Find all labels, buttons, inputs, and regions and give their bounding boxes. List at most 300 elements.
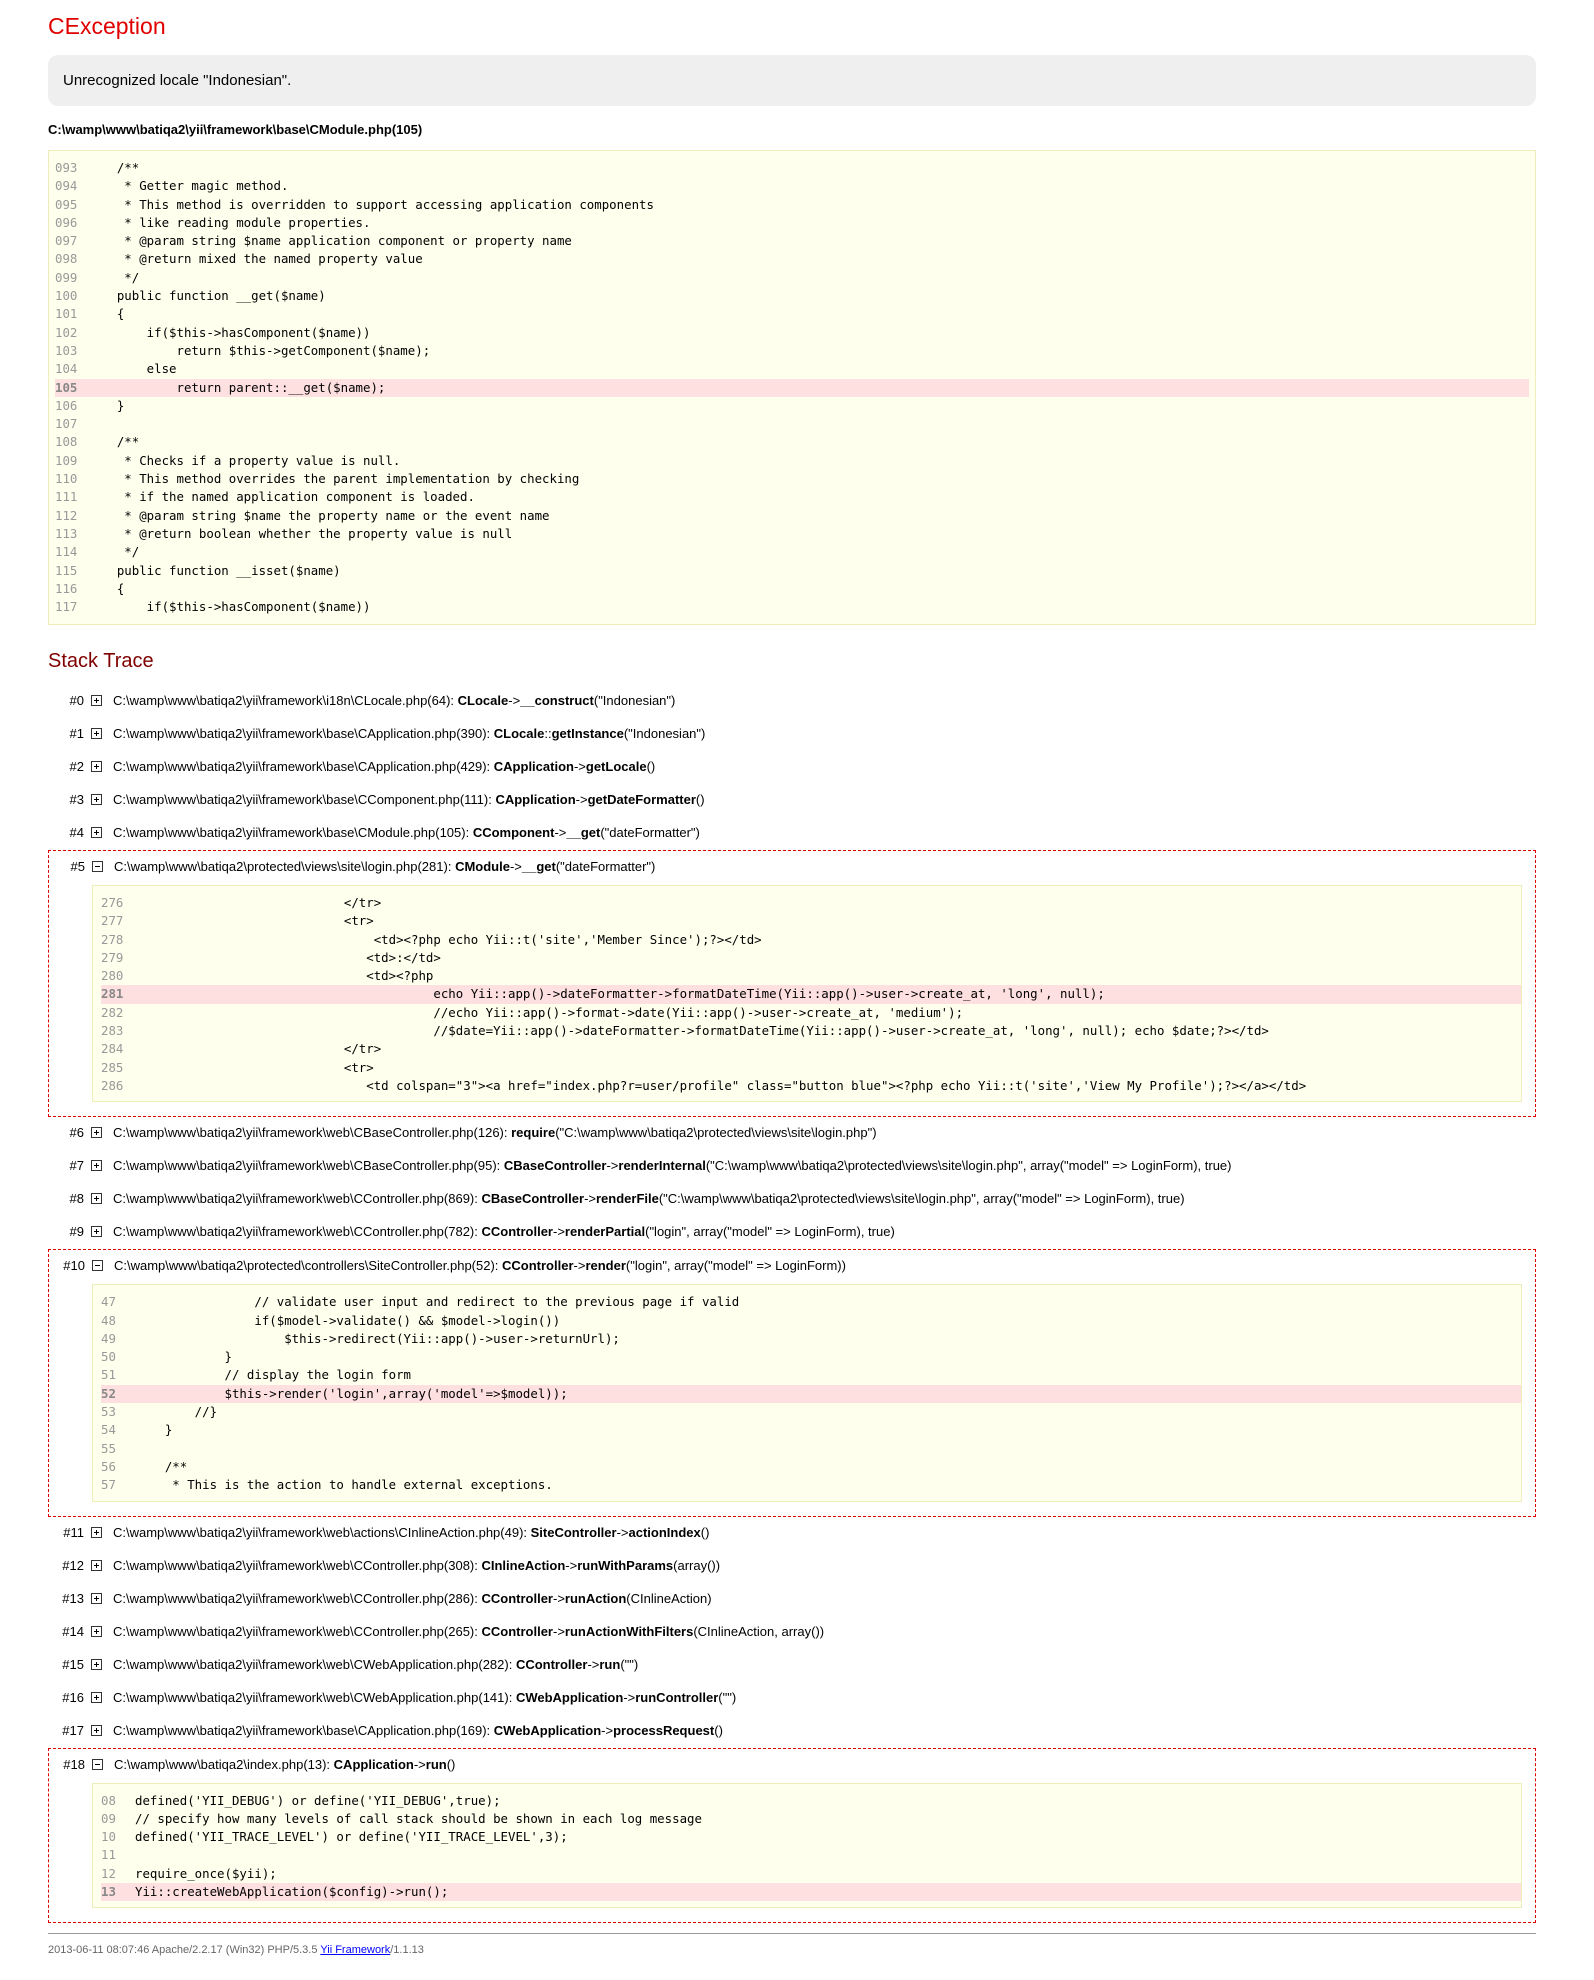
- expand-icon[interactable]: [91, 761, 102, 772]
- source-file-path: C:\wamp\www\batiqa2\yii\framework\base\CModule.php(105): [48, 122, 423, 137]
- frame-args: ("login", array("model" => LoginForm)): [625, 1258, 846, 1274]
- trace-frame-header[interactable]: [48, 1550, 1536, 1582]
- line-number: 100: [55, 288, 78, 304]
- line-number: 48: [101, 1312, 116, 1328]
- code-line: [101, 931, 1521, 949]
- exception-message: Unrecognized locale "Indonesian".: [48, 55, 1536, 106]
- frame-method: run: [425, 1756, 447, 1772]
- frame-args: ("C:\wamp\www\batiqa2\protected\views\site\login.php"): [555, 1125, 877, 1141]
- code-text: $this->render('login',array('model'=>$model));: [135, 1385, 568, 1401]
- line-number: 282: [101, 1004, 124, 1020]
- code-text: /**: [87, 434, 140, 450]
- frame-method: runWithParams: [577, 1557, 674, 1573]
- code-text: {: [87, 580, 125, 596]
- frame-number: #4: [69, 825, 84, 840]
- trace-frame-header[interactable]: [48, 1682, 1536, 1714]
- frame-call: [113, 685, 675, 717]
- frame-source-code: [92, 1284, 1522, 1501]
- source-code-block: [48, 150, 1536, 625]
- frame-number: #14: [62, 1623, 84, 1639]
- frame-number: #16: [62, 1689, 84, 1705]
- frame-call: [113, 1150, 1232, 1182]
- expand-icon[interactable]: [91, 1127, 102, 1138]
- frame-class: CController: [481, 1224, 553, 1240]
- frame-number: #12: [62, 1557, 84, 1573]
- line-number: 56: [101, 1458, 116, 1474]
- trace-frame: [48, 718, 1536, 751]
- code-line: [101, 1828, 1521, 1846]
- frame-number: #5: [70, 859, 85, 874]
- code-text: /**: [87, 160, 140, 175]
- line-number: 112: [55, 507, 78, 523]
- trace-frame-header[interactable]: [48, 718, 1536, 750]
- frame-method: renderPartial: [564, 1224, 646, 1240]
- trace-frame: [48, 1649, 1536, 1682]
- frame-file-path: C:\wamp\www\batiqa2\yii\framework\web\CController.php(869):: [113, 1191, 482, 1207]
- frame-method: processRequest: [613, 1722, 715, 1738]
- code-line: [101, 949, 1521, 967]
- code-line: [55, 324, 1529, 342]
- frame-args: ("Indonesian"): [623, 726, 706, 741]
- frame-file-path: C:\wamp\www\batiqa2\yii\framework\web\CBaseController.php(95):: [113, 1158, 504, 1174]
- code-text: * if the named application component is loaded.: [87, 489, 475, 505]
- code-text: <td>:</td>: [135, 949, 441, 965]
- code-line: [55, 580, 1529, 598]
- trace-frame: [48, 817, 1536, 850]
- frame-args: ("dateFormatter"): [600, 825, 700, 840]
- frame-call: [114, 1250, 846, 1282]
- frame-args: (array()): [673, 1557, 721, 1573]
- expand-icon[interactable]: [91, 728, 102, 739]
- trace-frame: [48, 1715, 1536, 1748]
- trace-frame: [48, 1183, 1536, 1216]
- expand-icon[interactable]: [91, 1560, 102, 1571]
- frame-file-path: C:\wamp\www\batiqa2\yii\framework\web\CBaseController.php(126):: [113, 1125, 512, 1141]
- frame-method: renderInternal: [618, 1158, 706, 1174]
- line-number: 094: [55, 178, 78, 194]
- code-text: $this->redirect(Yii::app()->user->returnUrl);: [135, 1330, 620, 1346]
- frame-file-path: C:\wamp\www\batiqa2\yii\framework\base\CComponent.php(111):: [113, 792, 496, 807]
- line-number: 52: [101, 1385, 116, 1401]
- frame-call: [113, 1216, 895, 1248]
- frame-method: getDateFormatter: [587, 792, 696, 807]
- frame-number: #1: [69, 726, 84, 741]
- trace-frame-header[interactable]: [48, 1216, 1536, 1248]
- frame-class: CApplication: [493, 759, 574, 774]
- frame-number: #17: [62, 1722, 84, 1738]
- line-number: 095: [55, 196, 78, 212]
- code-text: * @param string $name application component or property name: [87, 233, 572, 249]
- code-line: [55, 360, 1529, 378]
- frame-args: (): [714, 1722, 723, 1738]
- code-line: [101, 1004, 1521, 1022]
- code-text: </tr>: [135, 1041, 382, 1057]
- frame-file-path: C:\wamp\www\batiqa2\yii\framework\web\CController.php(308):: [113, 1557, 482, 1573]
- code-line: [55, 177, 1529, 195]
- line-number: 117: [55, 599, 78, 615]
- code-line: [55, 507, 1529, 525]
- line-number: 08: [101, 1792, 116, 1808]
- code-line: [55, 196, 1529, 214]
- expand-icon[interactable]: [91, 794, 102, 805]
- code-line: [55, 287, 1529, 305]
- expand-icon[interactable]: [91, 1692, 102, 1703]
- code-text: //$date=Yii::app()->dateFormatter->formatDateTime(Yii::app()->user->create_at, 'long', null); echo $date;?></td>: [135, 1023, 1269, 1039]
- code-text: if($model->validate() && $model->login()): [135, 1312, 561, 1328]
- frame-class: CController: [481, 1590, 553, 1606]
- highlighted-code-line: [101, 985, 1521, 1003]
- code-text: * @return mixed the named property value: [87, 251, 423, 267]
- line-number: 47: [101, 1294, 116, 1310]
- frame-operator: ->: [573, 759, 586, 774]
- frame-file-path: C:\wamp\www\batiqa2\index.php(13):: [114, 1756, 334, 1772]
- line-number: 55: [101, 1440, 116, 1456]
- footer-version: [48, 1944, 424, 1956]
- frame-class: CApplication: [333, 1756, 414, 1772]
- footer-prefix: 2013-06-11 08:07:46 Apache/2.2.17 (Win32) PHP/5.3.5: [48, 1944, 321, 1956]
- frame-number: #8: [69, 1191, 84, 1207]
- code-line: [101, 1330, 1521, 1348]
- code-text: Yii::createWebApplication($config)->run();: [135, 1884, 449, 1900]
- code-line: [101, 1846, 1521, 1864]
- code-text: defined('YII_TRACE_LEVEL') or define('YII_TRACE_LEVEL',3);: [135, 1829, 568, 1845]
- frame-file-path: C:\wamp\www\batiqa2\yii\framework\web\actions\CInlineAction.php(49):: [113, 1524, 531, 1540]
- frame-source-code: [92, 885, 1522, 1102]
- code-text: * This method overrides the parent implementation by checking: [87, 471, 580, 487]
- code-line: [101, 1040, 1521, 1058]
- frame-class: SiteController: [530, 1524, 617, 1540]
- frame-call: [113, 1583, 712, 1615]
- line-number: 110: [55, 471, 78, 487]
- frame-args: (CInlineAction, array()): [693, 1623, 825, 1639]
- code-text: if($this->hasComponent($name)): [87, 324, 371, 340]
- trace-frame: [48, 1748, 1536, 1924]
- expand-icon[interactable]: [91, 827, 102, 838]
- code-line: [55, 214, 1529, 232]
- frame-operator: ->: [554, 825, 567, 840]
- expand-icon[interactable]: [91, 1659, 102, 1670]
- code-line: [101, 894, 1521, 912]
- highlighted-code-line: [101, 1883, 1521, 1901]
- frame-class: CController: [515, 1656, 588, 1672]
- frame-file-path: C:\wamp\www\batiqa2\yii\framework\base\CApplication.php(429):: [113, 759, 494, 774]
- frame-number: #18: [63, 1756, 85, 1772]
- line-number: 105: [55, 379, 78, 395]
- trace-frame-header[interactable]: [48, 751, 1536, 783]
- line-number: 276: [101, 895, 124, 910]
- frame-args: (): [700, 1524, 710, 1540]
- frame-call: [113, 718, 705, 750]
- line-number: 279: [101, 949, 124, 965]
- frame-method: __construct: [520, 693, 594, 708]
- trace-frame-header[interactable]: [48, 817, 1536, 849]
- frame-number: #11: [63, 1524, 84, 1540]
- line-number: 277: [101, 913, 124, 929]
- code-line: [55, 397, 1529, 415]
- code-line: [55, 470, 1529, 488]
- frame-operator: ->: [552, 1224, 565, 1240]
- frame-call: [113, 1517, 709, 1549]
- trace-frame-header[interactable]: [48, 685, 1536, 717]
- code-text: <td colspan="3"><a href="index.php?r=user/profile" class="button blue"><?php echo Yii::t('site','View My Profile');?></a></td>: [135, 1077, 1307, 1093]
- line-number: 107: [55, 416, 78, 432]
- code-text: }: [135, 1349, 232, 1365]
- trace-frame: [48, 1616, 1536, 1649]
- line-number: 53: [101, 1404, 116, 1420]
- frame-number: #2: [69, 759, 84, 774]
- line-number: 104: [55, 361, 78, 377]
- code-text: <tr>: [135, 913, 374, 929]
- code-text: * This is the action to handle external exceptions.: [135, 1477, 553, 1493]
- highlighted-code-line: [55, 379, 1529, 397]
- frame-class: CLocale: [457, 693, 509, 708]
- frame-method: __get: [521, 859, 556, 874]
- trace-frame: [48, 850, 1536, 1117]
- line-number: 099: [55, 269, 78, 285]
- frame-call: [113, 1117, 877, 1149]
- frame-call: [113, 1183, 1185, 1215]
- code-text: * Getter magic method.: [87, 178, 289, 194]
- frame-args: (""): [718, 1689, 737, 1705]
- frame-operator: ->: [509, 859, 522, 874]
- collapse-icon[interactable]: [92, 1759, 103, 1770]
- frame-operator: ->: [413, 1756, 426, 1772]
- frame-args: ("login", array("model" => LoginForm), true): [645, 1224, 895, 1240]
- frame-args: ("dateFormatter"): [555, 859, 656, 874]
- frame-args: (): [646, 759, 656, 774]
- frame-operator: ->: [606, 1158, 619, 1174]
- line-number: 097: [55, 233, 78, 249]
- frame-method: getInstance: [551, 726, 624, 741]
- code-text: //echo Yii::app()->format->date(Yii::app()->user->create_at, 'medium');: [135, 1004, 964, 1020]
- frame-class: CLocale: [493, 726, 545, 741]
- code-text: */: [87, 269, 140, 285]
- code-text: if($this->hasComponent($name)): [87, 599, 371, 615]
- yii-framework-link[interactable]: Yii Framework: [320, 1944, 391, 1956]
- code-text: defined('YII_DEBUG') or define('YII_DEBUG',true);: [135, 1792, 501, 1808]
- trace-frame-header[interactable]: [48, 1583, 1536, 1615]
- frame-class: CApplication: [495, 792, 576, 807]
- frame-number: #6: [69, 1125, 84, 1141]
- line-number: 281: [101, 986, 124, 1002]
- code-text: //}: [135, 1404, 218, 1420]
- frame-file-path: C:\wamp\www\batiqa2\yii\framework\web\CWebApplication.php(141):: [113, 1689, 516, 1705]
- trace-frame: [48, 1150, 1536, 1183]
- trace-frame-header[interactable]: [48, 1517, 1536, 1549]
- line-number: 09: [101, 1810, 116, 1826]
- line-number: 116: [55, 580, 78, 596]
- frame-args: (""): [620, 1656, 639, 1672]
- frame-operator: ->: [552, 1623, 565, 1639]
- frame-class: CWebApplication: [493, 1722, 602, 1738]
- frame-operator: ->: [565, 1557, 578, 1573]
- trace-frame: [48, 685, 1536, 718]
- frame-method: runAction: [564, 1590, 627, 1606]
- trace-frame-header[interactable]: [48, 1649, 1536, 1681]
- line-number: 50: [101, 1349, 116, 1365]
- code-line: [55, 525, 1529, 543]
- line-number: 280: [101, 968, 124, 984]
- code-text: * This method is overridden to support accessing application components: [87, 196, 654, 212]
- frame-args: ("C:\wamp\www\batiqa2\protected\views\site\login.php", array("model" => LoginForm), true): [658, 1191, 1185, 1207]
- code-text: * @return boolean whether the property value is null: [87, 525, 513, 541]
- frame-class: CController: [502, 1258, 574, 1274]
- frame-number: #9: [69, 1224, 84, 1240]
- trace-frame: [48, 1117, 1536, 1150]
- frame-number: #10: [63, 1258, 85, 1274]
- line-number: 278: [101, 931, 124, 947]
- line-number: 284: [101, 1041, 124, 1057]
- frame-method: runController: [635, 1689, 719, 1705]
- code-line: [101, 1792, 1521, 1810]
- frame-call: [114, 1749, 455, 1781]
- code-text: * Checks if a property value is null.: [87, 452, 401, 468]
- frame-class: CBaseController: [503, 1158, 607, 1174]
- code-text: <tr>: [135, 1059, 374, 1075]
- frame-method: renderFile: [595, 1191, 659, 1207]
- frame-number: #13: [62, 1590, 84, 1606]
- code-line: [55, 305, 1529, 323]
- code-text: return parent::__get($name);: [87, 379, 386, 395]
- line-number: 286: [101, 1077, 124, 1093]
- frame-operator: ->: [552, 1590, 565, 1606]
- code-line: [55, 598, 1529, 616]
- line-number: 57: [101, 1477, 116, 1493]
- frame-class: CModule: [455, 859, 510, 874]
- footer-suffix: /1.1.13: [390, 1944, 424, 1956]
- frame-file-path: C:\wamp\www\batiqa2\protected\views\site\login.php(281):: [114, 859, 456, 874]
- code-text: require_once($yii);: [135, 1865, 277, 1881]
- frame-file-path: C:\wamp\www\batiqa2\yii\framework\web\CController.php(265):: [113, 1623, 482, 1639]
- code-text: */: [87, 544, 140, 560]
- line-number: 093: [55, 160, 78, 175]
- trace-frame: [48, 1216, 1536, 1249]
- frame-file-path: C:\wamp\www\batiqa2\yii\framework\base\CApplication.php(390):: [113, 726, 494, 741]
- code-line: [101, 1366, 1521, 1384]
- frame-operator: ->: [584, 1191, 596, 1207]
- trace-frame: [48, 1249, 1536, 1516]
- frame-operator: ->: [601, 1722, 614, 1738]
- expand-icon[interactable]: [91, 1725, 102, 1736]
- trace-frame-header[interactable]: [49, 1250, 1535, 1282]
- code-line: [101, 912, 1521, 930]
- expand-icon[interactable]: [91, 1527, 102, 1538]
- expand-icon[interactable]: [91, 1193, 102, 1204]
- frame-operator: ->: [508, 693, 521, 708]
- frame-call: [113, 1682, 736, 1714]
- code-text: // display the login form: [135, 1367, 412, 1383]
- frame-class: CComponent: [472, 825, 555, 840]
- frame-operator: ::: [544, 726, 552, 741]
- trace-frame-header[interactable]: [49, 851, 1535, 883]
- code-text: else: [87, 361, 177, 377]
- line-number: 103: [55, 342, 78, 358]
- line-number: 114: [55, 544, 78, 560]
- frame-args: (): [695, 792, 705, 807]
- code-text: </tr>: [135, 895, 382, 910]
- expand-icon[interactable]: [91, 1626, 102, 1637]
- frame-method: run: [599, 1656, 621, 1672]
- code-line: [101, 1476, 1521, 1494]
- code-line: [55, 159, 1529, 177]
- line-number: 12: [101, 1865, 116, 1881]
- code-line: [55, 488, 1529, 506]
- code-line: [101, 1022, 1521, 1040]
- code-line: [55, 562, 1529, 580]
- line-number: 49: [101, 1330, 116, 1346]
- code-line: [101, 1810, 1521, 1828]
- line-number: 109: [55, 452, 78, 468]
- code-text: echo Yii::app()->dateFormatter->formatDateTime(Yii::app()->user->create_at, 'long', null);: [135, 986, 1105, 1002]
- code-text: * like reading module properties.: [87, 214, 371, 230]
- code-line: [55, 433, 1529, 451]
- expand-icon[interactable]: [91, 1226, 102, 1237]
- expand-icon[interactable]: [91, 1160, 102, 1171]
- frame-args: ("C:\wamp\www\batiqa2\protected\views\site\login.php", array("model" => LoginForm), true): [705, 1158, 1232, 1174]
- frame-file-path: C:\wamp\www\batiqa2\yii\framework\web\CController.php(782):: [113, 1224, 482, 1240]
- frame-call: [113, 751, 655, 783]
- trace-frame-header[interactable]: [48, 1150, 1536, 1182]
- code-line: [101, 1059, 1521, 1077]
- trace-frame-header[interactable]: [48, 1715, 1536, 1747]
- code-text: // specify how many levels of call stack should be shown in each log message: [135, 1810, 702, 1826]
- code-text: /**: [135, 1458, 188, 1474]
- frame-file-path: C:\wamp\www\batiqa2\yii\framework\base\CModule.php(105):: [113, 825, 473, 840]
- trace-frame-header[interactable]: [48, 1616, 1536, 1648]
- expand-icon[interactable]: [91, 1593, 102, 1604]
- line-number: 101: [55, 306, 78, 322]
- code-line: [101, 967, 1521, 985]
- code-line: [55, 342, 1529, 360]
- frame-args: (CInlineAction): [626, 1590, 712, 1606]
- code-line: [101, 1865, 1521, 1883]
- trace-frame-header[interactable]: [48, 1183, 1536, 1215]
- frame-number: #3: [69, 792, 84, 807]
- code-text: <td><?php echo Yii::t('site','Member Since');?></td>: [135, 931, 762, 947]
- code-line: [101, 1077, 1521, 1095]
- frame-number: #15: [62, 1656, 84, 1672]
- trace-frame-header[interactable]: [48, 1117, 1536, 1149]
- code-line: [101, 1348, 1521, 1366]
- line-number: 102: [55, 324, 78, 340]
- line-number: 098: [55, 251, 78, 267]
- code-line: [55, 543, 1529, 561]
- frame-file-path: C:\wamp\www\batiqa2\yii\framework\base\CApplication.php(169):: [113, 1722, 494, 1738]
- code-text: <td><?php: [135, 968, 434, 984]
- line-number: 115: [55, 562, 78, 578]
- collapse-icon[interactable]: [92, 1260, 103, 1271]
- code-text: * @param string $name the property name or the event name: [87, 507, 550, 523]
- trace-frame: [48, 1550, 1536, 1583]
- code-text: return $this->getComponent($name);: [87, 342, 431, 358]
- frame-file-path: C:\wamp\www\batiqa2\protected\controllers\SiteController.php(52):: [114, 1258, 503, 1274]
- trace-frame-header[interactable]: [49, 1749, 1535, 1781]
- collapse-icon[interactable]: [92, 861, 103, 872]
- highlighted-code-line: [101, 1385, 1521, 1403]
- frame-method: require: [511, 1125, 556, 1141]
- trace-frame: [48, 784, 1536, 817]
- frame-method: __get: [566, 825, 601, 840]
- frame-number: #0: [69, 693, 84, 708]
- frame-method: actionIndex: [628, 1524, 701, 1540]
- frame-args: (): [446, 1756, 456, 1772]
- footer-divider: [48, 1933, 1536, 1934]
- trace-frame-header[interactable]: [48, 784, 1536, 816]
- expand-icon[interactable]: [91, 695, 102, 706]
- frame-call: [114, 851, 655, 883]
- line-number: 54: [101, 1422, 116, 1438]
- frame-call: [113, 817, 700, 849]
